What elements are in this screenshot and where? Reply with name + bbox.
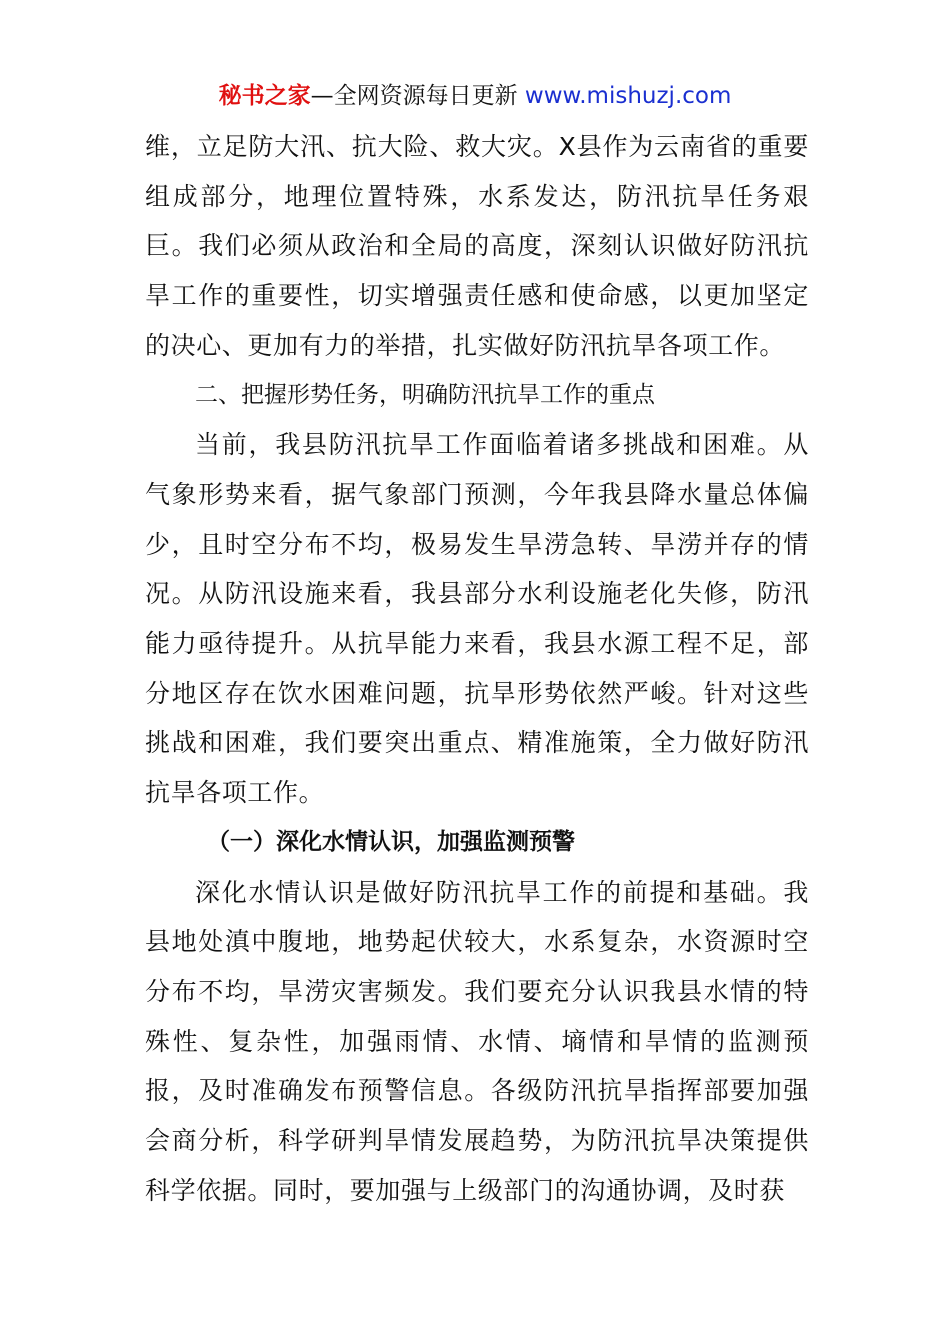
site-tagline: —全网资源每日更新 <box>310 83 518 109</box>
page-header <box>0 80 950 112</box>
site-url[interactable]: www.mishuzj.com <box>524 83 732 109</box>
paragraph-situation: 当前，我县防汛抗旱工作面临着诸多挑战和困难。从气象形势来看，据气象部门预测，今年我县降水量总体偏少，且时空分布不均，极易发生旱涝急转、旱涝并存的情况。从防汛设施来看，我县部分水利设施老化失修，防汛能力亟待提升。从抗旱能力来看，我县水源工程不足，部分地区存在饮水困难问题，抗旱形势依然严峻。针对这些挑战和困难，我们要突出重点、精准施策，全力做好防汛抗旱各项工作。 <box>145 430 809 808</box>
document-body <box>145 122 809 1215</box>
site-brand: 秘书之家 <box>218 83 311 109</box>
paragraph-water-monitoring: 深化水情认识是做好防汛抗旱工作的前提和基础。我县地处滇中腹地，地势起伏较大，水系复杂，水资源时空分布不均，旱涝灾害频发。我们要充分认识我县水情的特殊性、复杂性，加强雨情、水情、墒情和旱情的监测预报，及时准确发布预警信息。各级防汛抗旱指挥部要加强会商分析，科学研判旱情发展趋势，为防汛抗旱决策提供科学依据。同时，要加强与上级部门的沟通协调，及时获 <box>145 877 809 1205</box>
paragraph-intro-continued: 维，立足防大汛、抗大险、救大灾。X县作为云南省的重要组成部分，地理位置特殊，水系发达，防汛抗旱任务艰巨。我们必须从政治和全局的高度，深刻认识做好防汛抗旱工作的重要性，切实增强责任感和使命感，以更加坚定的决心、更加有力的举措，扎实做好防汛抗旱各项工作。 <box>145 132 809 360</box>
subsection-heading-one: （一）深化水情认识，加强监测预警 <box>207 828 575 855</box>
section-heading-two: 二、把握形势任务，明确防汛抗旱工作的重点 <box>195 381 655 408</box>
